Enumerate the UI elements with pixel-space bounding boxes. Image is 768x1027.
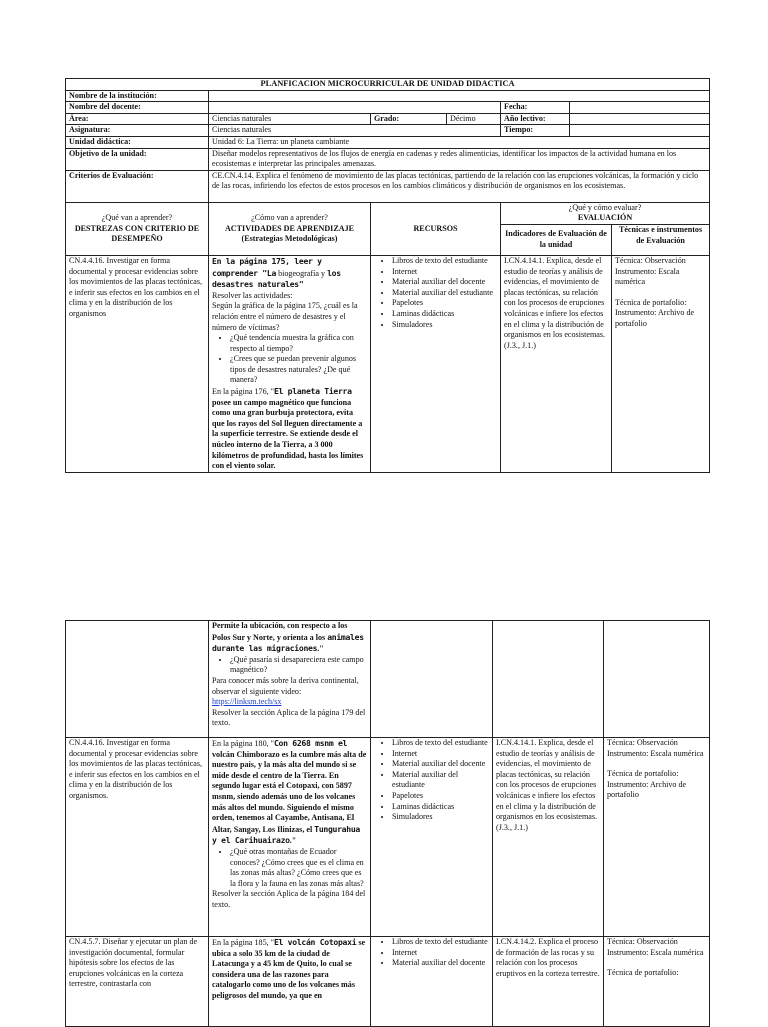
handwritten-text: El volcán Cotopaxi — [273, 937, 357, 947]
activity-cell — [209, 937, 371, 1027]
resource-item: • Material auxiliar del docente — [392, 958, 489, 969]
activity-bold-text: posee un campo magnético que funciona como una gran burbuja protectora, evita que los rayos del Sol lleguen directamente a la superficie terrestre. Se extiende desde el núcleo interno de la Tierra, a 3 000 kilómetros de profundidad, hasta los límites con el viento solar. — [212, 397, 364, 471]
handwritten-text: Tungurahua y el Carihuairazo — [212, 823, 360, 846]
resource-item: • Simuladores — [392, 812, 489, 823]
activity-bold-text: ." — [289, 836, 297, 846]
resources-list — [374, 256, 497, 330]
resources-cell — [371, 738, 493, 937]
activities-question: ¿Cómo van a aprender? — [251, 212, 328, 222]
activities-subtitle: (Estrategias Metodológicas) — [241, 234, 338, 244]
handwritten-text: El planeta Tierra — [273, 386, 352, 397]
subject-label: Asignatura: — [66, 125, 209, 137]
question-list — [212, 655, 367, 676]
technique-cell — [604, 621, 710, 738]
objective-label: Objetivo de la unidad: — [66, 148, 209, 170]
indicator-cell: I.CN.4.14.1. Explica, desde el estudio de teorías y análisis de evidencias, el movimiento de placas tectónicas, su relación con los procesos de erupciones volcánicas e infiere los efectos en el clima y la distribución de organismos en los ecosistemas. (J.3., J.1.) — [501, 255, 612, 472]
activities-title: ACTIVIDADES DE APRENDIZAJE — [224, 223, 355, 233]
resource-item: • Laminas didácticas — [392, 802, 489, 813]
techniques-header: Técnicas e instrumentos de Evaluación — [612, 224, 710, 255]
activity-text: Resolver la sección Aplica de la página 179 del texto. — [212, 707, 366, 728]
activity-text: Según la gráfica de la página 175, ¿cuál es la relación entre el número de desastres y el número de víctimas? — [212, 301, 358, 332]
subject-value: Ciencias naturales — [209, 125, 501, 137]
grade-label: Grado: — [371, 113, 447, 125]
criteria-value: CE.CN.4.14. Explica el fenómeno de movimiento de las placas tectónicas, partiendo de la relación con las erupciones volcánicas, la formación y ciclo de las rocas, infiriendo los efectos de estos procesos en los cambios climáticos y distribución de organismos en los ecosistemas. — [209, 170, 710, 202]
question-item: • ¿Qué pasaría si desapareciera este campo magnético? — [230, 655, 367, 676]
resource-item: • Internet — [392, 749, 489, 760]
area-value: Ciencias naturales — [209, 113, 371, 125]
resources-cell — [371, 255, 501, 472]
evaluation-header — [501, 202, 710, 224]
resource-item: • Laminas didácticas — [392, 309, 497, 320]
indicator-cell: I.CN.4.14.2. Explica el proceso de formación de las rocas y su relación con los procesos eruptivos en la corteza terrestre. — [493, 937, 604, 1027]
evaluation-title: EVALUACIÓN — [577, 213, 633, 223]
technique-cell — [604, 937, 710, 1027]
date-label: Fecha: — [501, 102, 570, 114]
resources-list — [374, 738, 489, 823]
activity-bold-text: Permite la ubicación, con respecto a los Polos Sur y Norte, y orienta a los — [212, 621, 348, 642]
criteria-label: Criterios de Evaluación: — [66, 170, 209, 202]
planning-table-page-2 — [65, 620, 710, 1027]
technique-cell — [604, 738, 710, 937]
question-item: • ¿Qué otras montañas de Ecuador conoces? ¿Cómo crees que es el clima en las zonas más altas? ¿Cómo crees que es la flora y la fauna en las zonas más altas? — [230, 847, 367, 889]
activity-cell — [209, 255, 371, 472]
resource-item: • Libros de texto del estudiante — [392, 738, 489, 749]
question-list — [212, 847, 367, 889]
technique-cell — [612, 255, 710, 472]
resource-item: • Libros de texto del estudiante — [392, 256, 497, 267]
resource-item: • Papelotes — [392, 791, 489, 802]
technique-portfolio: Técnica de portafolio: Instrumento: Archivo de portafolio — [615, 297, 695, 328]
activity-bold-text: se ubica a solo 35 km de la ciudad de Latacunga y a 45 km de Quito, lo cual se considera una de las razones para catalogarlo como uno de los volcanes más peligrosos del mundo, ya que en — [212, 938, 366, 1000]
activity-text: En la página 176, " — [212, 387, 274, 397]
evaluation-question: ¿Qué y cómo evaluar? — [568, 202, 642, 212]
skill-cell: CN.4.4.16. Investigar en forma documental y procesar evidencias sobre los movimientos de las placas tectónicas, e inferir sus efectos en los cambios en el clima y en la distribución de los organismos — [66, 255, 209, 472]
activity-cell — [209, 738, 371, 937]
technique-portfolio: Técnica de portafolio: — [607, 968, 679, 978]
handwritten-text: animales durante las migraciones — [212, 631, 364, 654]
technique-observation: Técnica: Observación Instrumento: Escala numérica — [615, 255, 686, 287]
video-link[interactable]: https://linksm.tech/sx — [212, 697, 282, 707]
technique-portfolio: Técnica de portafolio: Instrumento: Archivo de portafolio — [607, 769, 687, 800]
resource-item: • Material auxiliar del docente — [392, 759, 489, 770]
resource-item: • Libros de texto del estudiante — [392, 937, 489, 948]
activity-text: Resolver la sección Aplica de la página 184 del texto. — [212, 889, 366, 909]
activity-text: Para conocer más sobre la deriva continental, observar el siguiente video: — [212, 675, 359, 696]
resource-item: • Internet — [392, 948, 489, 959]
time-label: Tiempo: — [501, 125, 570, 137]
time-value — [570, 125, 710, 137]
area-label: Área: — [66, 113, 209, 125]
teacher-label: Nombre del docente: — [66, 102, 209, 114]
grade-value: Décimo — [447, 113, 501, 125]
handwritten-text: los desastres naturales" — [212, 267, 341, 290]
resource-item: • Papelotes — [392, 298, 497, 309]
indicator-cell: I.CN.4.14.1. Explica, desde el estudio de teorías y análisis de evidencias, el movimiento de placas tectónicas, su relación con los procesos de erupciones volcánicas e infiere los efectos en el clima y la distribución de organismos en los ecosistemas. (J.3., J.1.) — [493, 738, 604, 937]
institution-label: Nombre de la institución: — [66, 90, 209, 102]
resource-item: • Internet — [392, 267, 497, 278]
resource-item: • Material auxiliar del estudiante — [392, 288, 497, 299]
school-year-label: Año lectivo: — [501, 113, 570, 125]
resource-item: • Simuladores — [392, 320, 497, 331]
question-list — [212, 333, 367, 386]
activities-header — [209, 202, 371, 255]
skill-cell: CN.4.4.16. Investigar en forma documental y procesar evidencias sobre los movimientos de las placas tectónicas, e inferir sus efectos en los cambios en el clima y en la distribución de los organismos. — [66, 738, 209, 937]
resources-cell — [371, 937, 493, 1027]
planning-table-page-1 — [65, 78, 710, 473]
handwritten-text: En la página 175, leer y comprender "La — [212, 255, 322, 278]
activity-text: biogeografía y — [278, 268, 326, 278]
resources-cell — [371, 621, 493, 738]
date-value — [570, 102, 710, 114]
skill-cell — [66, 621, 209, 738]
unit-label: Unidad didáctica: — [66, 136, 209, 148]
handwritten-text: Con 6268 msnm el — [273, 738, 348, 748]
resource-item: • Material auxiliar del docente — [392, 277, 497, 288]
teacher-value — [209, 102, 501, 114]
indicators-header: Indicadores de Evaluación de la unidad — [501, 224, 612, 255]
skills-title: DESTREZAS CON CRITERIO DE DESEMPEÑO — [74, 223, 200, 244]
skills-header — [66, 202, 209, 255]
technique-observation: Técnica: Observación Instrumento: Escala numérica — [607, 738, 704, 758]
skills-question: ¿Qué van a aprender? — [101, 212, 173, 222]
activity-text: En la página 180, " — [212, 739, 274, 748]
resource-item: • Material auxiliar del estudiante — [392, 770, 489, 791]
document-title: PLANFICACION MICROCURRICULAR DE UNIDAD DIDACTICA — [66, 79, 710, 91]
unit-value: Unidad 6: La Tierra: un planeta cambiante — [209, 136, 710, 148]
activity-cell — [209, 621, 371, 738]
activity-text: En la página 185, " — [212, 938, 274, 947]
question-item: • ¿Qué tendencia muestra la gráfica con respecto al tiempo? — [230, 333, 367, 354]
institution-value — [209, 90, 710, 102]
resources-header: RECURSOS — [371, 202, 501, 255]
question-item: • ¿Crees que se puedan prevenir algunos tipos de desastres naturales? ¿De qué manera? — [230, 354, 367, 386]
activity-bold-text: ." — [317, 644, 324, 654]
skill-cell: CN.4.5.7. Diseñar y ejecutar un plan de investigación documental, formular hipótesis sobre los efectos de las erupciones volcánicas en la corteza terrestre, contrastarla con — [66, 937, 209, 1027]
technique-observation: Técnica: Observación Instrumento: Escala numérica — [607, 937, 704, 957]
indicator-cell — [493, 621, 604, 738]
resources-list — [374, 937, 489, 969]
activity-bold-text: volcán Chimborazo es la cumbre más alta de nuestro país, y la más alta del mundo si se mide desde el centro de la Tierra. En segundo lugar está el Cotopaxi, con 5897 msnm, siendo además uno de los volcanes más altos del mundo. Siguiendo el mismo orden, tenemos al Cayambe, Antisana, El Altar, Sangay, Los Ilinizas, el — [212, 749, 367, 834]
activity-text: Resolver las actividades: — [212, 290, 293, 300]
objective-value: Diseñar modelos representativos de los flujos de energía en cadenas y redes alimenticias, identificar los impactos de la actividad humana en los ecosistemas e interpretar las principales amenazas. — [209, 148, 710, 170]
school-year-value — [570, 113, 710, 125]
